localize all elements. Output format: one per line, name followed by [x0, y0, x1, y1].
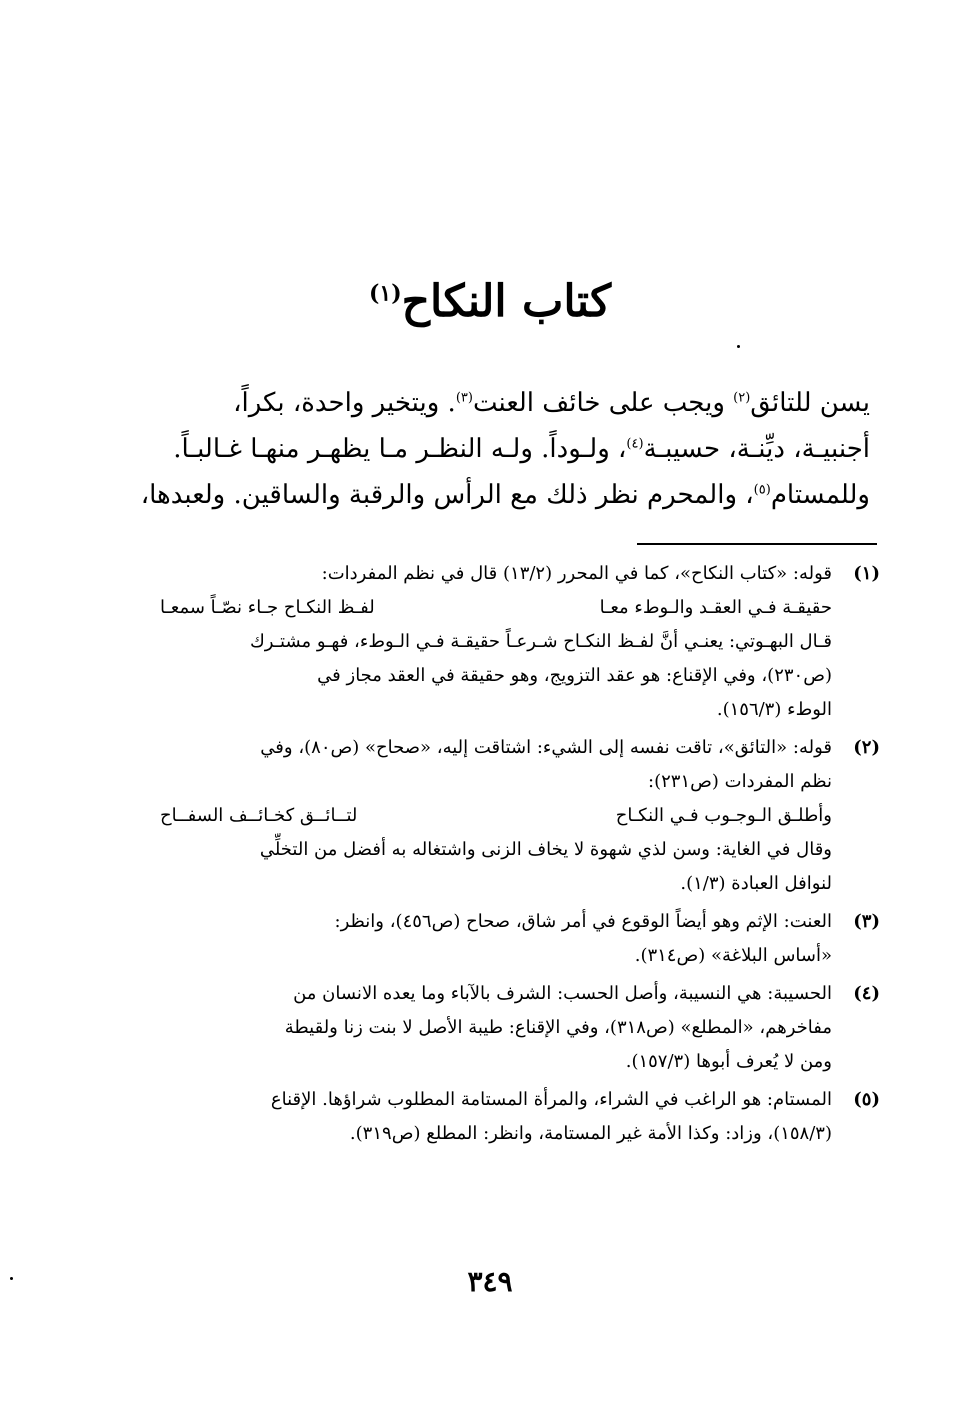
speck-mark — [737, 345, 740, 348]
footnote-line: الحسيبة: هي النسيبة، وأصل الحسب: الشرف بالآباء وما يعده الانسان من — [293, 983, 832, 1004]
verse-second-hemistich: لفـظ النكـاح جـاء نصّـاً سمعـا — [160, 597, 375, 618]
footnote-body — [160, 731, 832, 901]
note-ref: (٣) — [455, 390, 473, 406]
text-run: أجنبيـة، ديِّنـة، حسيبـة — [643, 434, 870, 464]
note-ref: (٤) — [626, 436, 644, 452]
footnote-line: لنوافل العبادة (١/٣). — [680, 873, 832, 894]
text-run: وللمستام — [770, 480, 870, 510]
footnote-number: (٤) — [853, 983, 880, 1004]
verse-line — [160, 799, 832, 833]
chapter-title-text: كتاب النكاح — [401, 276, 612, 327]
footnote-line: ومن لا يُعرف أبوها (١٥٧/٣). — [625, 1051, 832, 1072]
text-run: ويجب على خائف العنت — [472, 388, 734, 418]
footnote — [160, 557, 880, 727]
footnote-line: وقال في الغاية: وسن لذي شهوة لا يخاف الزنى واشتغاله به أفضل من التخلِّي — [259, 839, 832, 860]
footnote-body — [160, 905, 832, 973]
footnote-line: مفاخرهم، «المطلع» (ص٣١٨)، وفي الإقناع: طيبة الأصل لا بنت زنا ولقيطة — [284, 1017, 832, 1038]
footnote — [160, 1083, 880, 1151]
footnote-separator — [637, 543, 877, 545]
footnotes — [160, 557, 880, 1155]
footnote — [160, 905, 880, 973]
footnote-line: (١٥٨/٣)، وزاد: وكذا الأمة غير المستامة، وانظر: المطلع (ص٣١٩). — [349, 1123, 832, 1144]
footnote — [160, 977, 880, 1079]
footnote-body — [160, 557, 832, 727]
verse-line — [160, 591, 832, 625]
speck-mark — [10, 1277, 13, 1280]
main-text-line — [140, 472, 870, 518]
note-ref: (٥) — [753, 482, 771, 498]
footnote-line: الوطء (١٥٦/٣). — [716, 699, 832, 720]
footnote-body — [160, 977, 832, 1079]
main-text-line — [165, 426, 870, 472]
text-run: يسن للتائق — [750, 388, 870, 418]
footnote-line: قوله: «كتاب النكاح»، كما في المحرر (١٣/٢) قال في نظم المفردات: — [321, 563, 832, 584]
chapter-title-note-ref: (١) — [368, 280, 402, 307]
page-number: ٣٤٩ — [467, 1265, 513, 1298]
main-text-line — [165, 380, 870, 426]
footnote-line: المستام: هو الراغب في الشراء، والمرأة المستامة المطلوب شراؤها. الإقناع — [270, 1089, 832, 1110]
text-run: . ويتخير واحدة، بكراً، — [233, 388, 456, 418]
footnote-number: (٣) — [853, 911, 880, 932]
footnote-line: قـال البهـوتي: يعنـي أنَّ لفـظ النكـاح شـرعـاً حقيقـة فـي الـوطء، فهـو مشتـرك — [249, 631, 832, 652]
text-run: ، والمحرم نظر ذلك مع الرأس والرقبة والساقين. ولعبدها، — [140, 480, 754, 510]
footnote-number: (٥) — [853, 1089, 880, 1110]
footnote-line: «أساس البلاغة» (ص٣١٤). — [634, 945, 832, 966]
chapter-title — [0, 272, 980, 332]
main-text — [140, 380, 870, 518]
text-run: ، ولـوداً. ولـه النظـر مـا يظهـر منهـا غـالبـاً. — [173, 434, 627, 464]
footnote-body — [160, 1083, 832, 1151]
verse-first-hemistich: حقيقـة فـي العقـد والـوطء معـا — [599, 597, 832, 618]
footnote-line: (ص٢٣٠)، وفي الإقناع: هو عقد التزويج، وهو حقيقة في العقد مجاز في — [317, 665, 832, 686]
footnote — [160, 731, 880, 901]
footnote-line: العنت: الإثم وهو أيضاً الوقوع في أمر شاق، صحاح (ص٤٥٦)، وانظر: — [334, 911, 832, 932]
footnote-line: قوله: «التائق»، تاقت نفسه إلى الشيء: اشتاقت إليه، «صحاح» (ص٨٠)، وفي — [260, 737, 832, 758]
footnote-number: (٢) — [853, 737, 880, 758]
footnote-line: نظم المفردات (ص٢٣١): — [648, 771, 832, 792]
verse-second-hemistich: لتــائــق كخـائــف السفــاح — [160, 805, 358, 826]
note-ref: (٢) — [733, 390, 751, 406]
footnote-number: (١) — [853, 563, 880, 584]
verse-first-hemistich: وأطلـق الـوجـوب فـي النكـاح — [615, 805, 832, 826]
